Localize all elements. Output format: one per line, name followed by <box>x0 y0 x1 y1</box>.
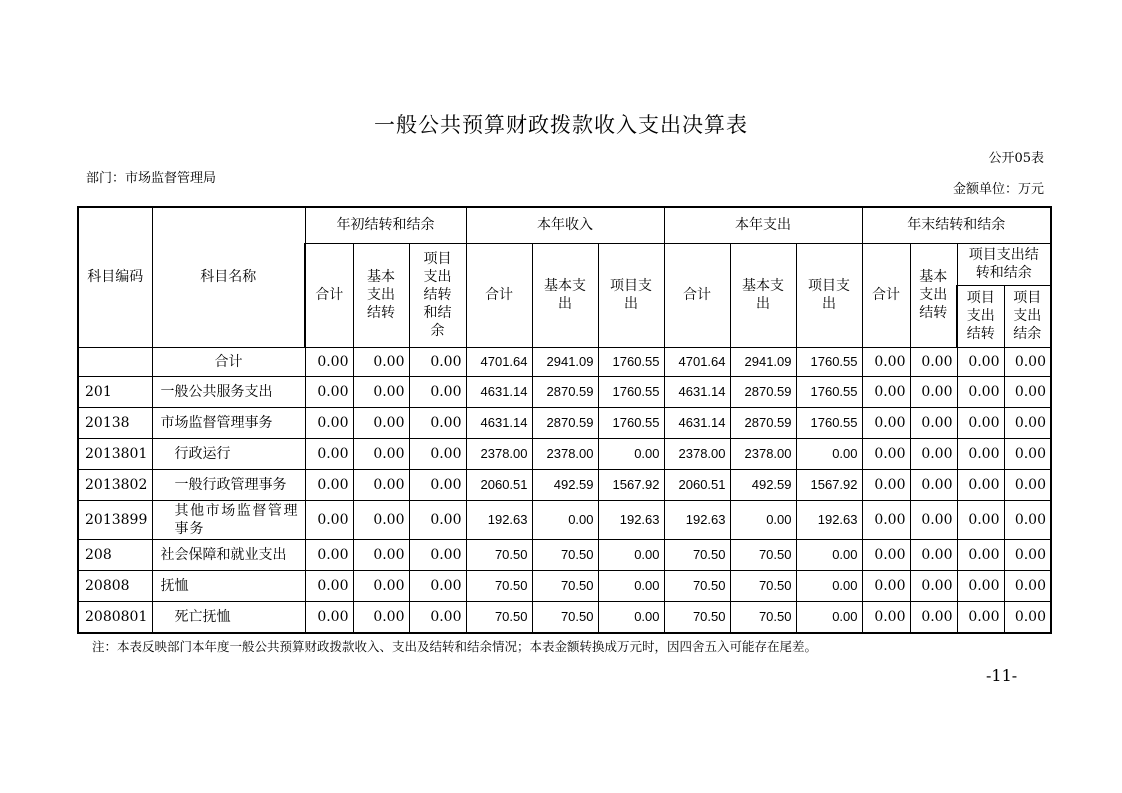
table-cell: 70.50 <box>466 601 532 633</box>
header-begin-total: 合计 <box>305 243 353 347</box>
row-code: 2080801 <box>78 601 152 633</box>
table-cell: 0.00 <box>910 469 957 500</box>
page-number: -11- <box>986 666 1018 685</box>
table-row <box>78 601 1051 633</box>
header-begin-project: 项目支出结转和结余 <box>409 243 466 347</box>
table-cell: 0.00 <box>730 500 796 539</box>
table-cell: 492.59 <box>730 469 796 500</box>
table-cell: 192.63 <box>664 500 730 539</box>
table-cell: 2870.59 <box>532 376 598 407</box>
table-cell: 4701.64 <box>664 347 730 376</box>
table-cell: 1760.55 <box>796 347 862 376</box>
total-code-cell <box>78 347 152 376</box>
table-cell: 0.00 <box>1004 539 1051 570</box>
table-cell: 492.59 <box>532 469 598 500</box>
department-label: 部门：市场监督管理局 <box>86 171 217 186</box>
table-cell: 0.00 <box>1004 376 1051 407</box>
table-row <box>78 539 1051 570</box>
table-cell: 2941.09 <box>730 347 796 376</box>
table-cell: 0.00 <box>957 500 1004 539</box>
table-cell: 70.50 <box>730 570 796 601</box>
table-cell: 0.00 <box>598 438 664 469</box>
table-cell: 4701.64 <box>466 347 532 376</box>
table-cell: 70.50 <box>466 539 532 570</box>
table-cell: 0.00 <box>910 601 957 633</box>
table-cell: 0.00 <box>910 407 957 438</box>
table-cell: 0.00 <box>409 469 466 500</box>
header-end-project-group: 项目支出结转和结余 <box>957 243 1051 285</box>
table-cell: 1760.55 <box>796 376 862 407</box>
table-row <box>78 500 1051 539</box>
table-cell: 1760.55 <box>598 347 664 376</box>
row-code: 20138 <box>78 407 152 438</box>
table-cell: 70.50 <box>532 601 598 633</box>
page-title: 一般公共预算财政拨款收入支出决算表 <box>374 113 748 137</box>
table-cell: 0.00 <box>796 570 862 601</box>
table-cell: 0.00 <box>910 438 957 469</box>
table-cell: 0.00 <box>1004 438 1051 469</box>
unit-label: 金额单位：万元 <box>952 182 1044 197</box>
table-cell: 70.50 <box>664 539 730 570</box>
table-cell: 0.00 <box>862 500 910 539</box>
table-cell: 0.00 <box>305 601 353 633</box>
table-cell: 0.00 <box>353 601 409 633</box>
row-name: 一般公共服务支出 <box>152 376 305 407</box>
table-cell: 0.00 <box>1004 407 1051 438</box>
table-cell: 0.00 <box>409 438 466 469</box>
table-cell: 70.50 <box>730 601 796 633</box>
table-cell: 0.00 <box>957 570 1004 601</box>
table-cell: 0.00 <box>598 601 664 633</box>
table-row-total <box>78 347 1051 376</box>
footnote: 注：本表反映部门本年度一般公共预算财政拨款收入、支出及结转和结余情况；本表金额转换成万元时，因四舍五入可能存在尾差。 <box>92 639 818 654</box>
table-cell: 2060.51 <box>466 469 532 500</box>
table-cell: 0.00 <box>957 407 1004 438</box>
table-cell: 192.63 <box>598 500 664 539</box>
table-cell: 0.00 <box>862 438 910 469</box>
table-cell: 0.00 <box>409 376 466 407</box>
table-cell: 0.00 <box>1004 469 1051 500</box>
table-cell: 0.00 <box>598 539 664 570</box>
table-cell: 1760.55 <box>598 376 664 407</box>
table-cell: 2378.00 <box>730 438 796 469</box>
table-cell: 0.00 <box>1004 347 1051 376</box>
budget-table <box>77 206 1052 634</box>
table-cell: 0.00 <box>305 438 353 469</box>
table-cell: 0.00 <box>353 500 409 539</box>
table-cell: 4631.14 <box>466 407 532 438</box>
table-cell: 0.00 <box>862 539 910 570</box>
row-code: 20808 <box>78 570 152 601</box>
header-income-total: 合计 <box>466 243 532 347</box>
table-cell: 0.00 <box>796 438 862 469</box>
total-label: 合计 <box>152 347 305 376</box>
row-code: 201 <box>78 376 152 407</box>
table-cell: 0.00 <box>910 347 957 376</box>
row-name: 行政运行 <box>152 438 305 469</box>
table-cell: 0.00 <box>353 438 409 469</box>
table-cell: 2941.09 <box>532 347 598 376</box>
table-cell: 0.00 <box>910 570 957 601</box>
header-income-project: 项目支出 <box>598 243 664 347</box>
row-name: 其他市场监督管理事务 <box>152 500 305 539</box>
table-cell: 70.50 <box>730 539 796 570</box>
table-cell: 0.00 <box>409 601 466 633</box>
table-row <box>78 438 1051 469</box>
table-cell: 1760.55 <box>796 407 862 438</box>
table-cell: 4631.14 <box>664 376 730 407</box>
table-cell: 192.63 <box>796 500 862 539</box>
table-cell: 0.00 <box>862 376 910 407</box>
table-cell: 0.00 <box>910 376 957 407</box>
table-cell: 0.00 <box>353 570 409 601</box>
header-group-end: 年末结转和结余 <box>862 207 1051 243</box>
table-cell: 0.00 <box>532 500 598 539</box>
table-cell: 0.00 <box>862 570 910 601</box>
header-income-basic: 基本支出 <box>532 243 598 347</box>
table-cell: 4631.14 <box>466 376 532 407</box>
table-cell: 0.00 <box>957 469 1004 500</box>
table-row <box>78 407 1051 438</box>
table-cell: 0.00 <box>796 539 862 570</box>
table-cell: 4631.14 <box>664 407 730 438</box>
form-number: 公开05表 <box>988 151 1044 166</box>
table-cell: 1567.92 <box>598 469 664 500</box>
table-cell: 0.00 <box>305 376 353 407</box>
table-row <box>78 376 1051 407</box>
table-cell: 0.00 <box>353 539 409 570</box>
table-cell: 0.00 <box>862 347 910 376</box>
table-cell: 0.00 <box>862 407 910 438</box>
table-cell: 0.00 <box>1004 500 1051 539</box>
table-cell: 0.00 <box>305 469 353 500</box>
row-name: 市场监督管理事务 <box>152 407 305 438</box>
table-cell: 0.00 <box>910 539 957 570</box>
table-cell: 70.50 <box>664 570 730 601</box>
row-name: 抚恤 <box>152 570 305 601</box>
table-cell: 0.00 <box>353 376 409 407</box>
table-cell: 70.50 <box>466 570 532 601</box>
table-cell: 0.00 <box>305 347 353 376</box>
table-row <box>78 570 1051 601</box>
table-cell: 0.00 <box>1004 601 1051 633</box>
table-cell: 0.00 <box>910 500 957 539</box>
table-cell: 1760.55 <box>598 407 664 438</box>
header-code: 科目编码 <box>78 207 152 347</box>
table-cell: 0.00 <box>862 469 910 500</box>
header-expense-basic: 基本支出 <box>730 243 796 347</box>
header-group-expense: 本年支出 <box>664 207 862 243</box>
row-name: 死亡抚恤 <box>152 601 305 633</box>
table-cell: 0.00 <box>353 469 409 500</box>
header-end-project-carry: 项目支出结转 <box>957 285 1004 347</box>
table-cell: 2870.59 <box>730 407 796 438</box>
row-code: 208 <box>78 539 152 570</box>
table-cell: 0.00 <box>409 347 466 376</box>
header-end-basic: 基本支出结转 <box>910 243 957 347</box>
table-cell: 70.50 <box>532 570 598 601</box>
table-cell: 0.00 <box>409 500 466 539</box>
table-cell: 0.00 <box>409 407 466 438</box>
row-name: 一般行政管理事务 <box>152 469 305 500</box>
table-cell: 0.00 <box>957 438 1004 469</box>
header-group-begin: 年初结转和结余 <box>305 207 466 243</box>
table-cell: 0.00 <box>409 570 466 601</box>
table-cell: 2378.00 <box>532 438 598 469</box>
header-expense-project: 项目支出 <box>796 243 862 347</box>
table-cell: 0.00 <box>305 539 353 570</box>
header-end-total: 合计 <box>862 243 910 347</box>
table-cell: 2378.00 <box>664 438 730 469</box>
table-cell: 0.00 <box>409 539 466 570</box>
row-code: 2013802 <box>78 469 152 500</box>
table-cell: 70.50 <box>664 601 730 633</box>
table-row <box>78 469 1051 500</box>
header-name: 科目名称 <box>152 207 305 347</box>
table-cell: 0.00 <box>353 407 409 438</box>
table-cell: 0.00 <box>305 500 353 539</box>
table-cell: 0.00 <box>862 601 910 633</box>
table-cell: 0.00 <box>796 601 862 633</box>
table-cell: 0.00 <box>957 347 1004 376</box>
table-cell: 0.00 <box>957 601 1004 633</box>
table-cell: 0.00 <box>598 570 664 601</box>
header-expense-total: 合计 <box>664 243 730 347</box>
header-end-project-surplus: 项目支出结余 <box>1004 285 1051 347</box>
header-group-income: 本年收入 <box>466 207 664 243</box>
table-cell: 192.63 <box>466 500 532 539</box>
table-cell: 0.00 <box>957 539 1004 570</box>
row-code: 2013801 <box>78 438 152 469</box>
row-name: 社会保障和就业支出 <box>152 539 305 570</box>
table-cell: 0.00 <box>305 407 353 438</box>
table-cell: 0.00 <box>957 376 1004 407</box>
table-cell: 0.00 <box>1004 570 1051 601</box>
table-cell: 0.00 <box>353 347 409 376</box>
row-code: 2013899 <box>78 500 152 539</box>
table-cell: 0.00 <box>305 570 353 601</box>
table-cell: 2060.51 <box>664 469 730 500</box>
table-cell: 2870.59 <box>532 407 598 438</box>
table-cell: 2870.59 <box>730 376 796 407</box>
table-cell: 70.50 <box>532 539 598 570</box>
table-cell: 2378.00 <box>466 438 532 469</box>
table-cell: 1567.92 <box>796 469 862 500</box>
header-begin-basic: 基本支出结转 <box>353 243 409 347</box>
